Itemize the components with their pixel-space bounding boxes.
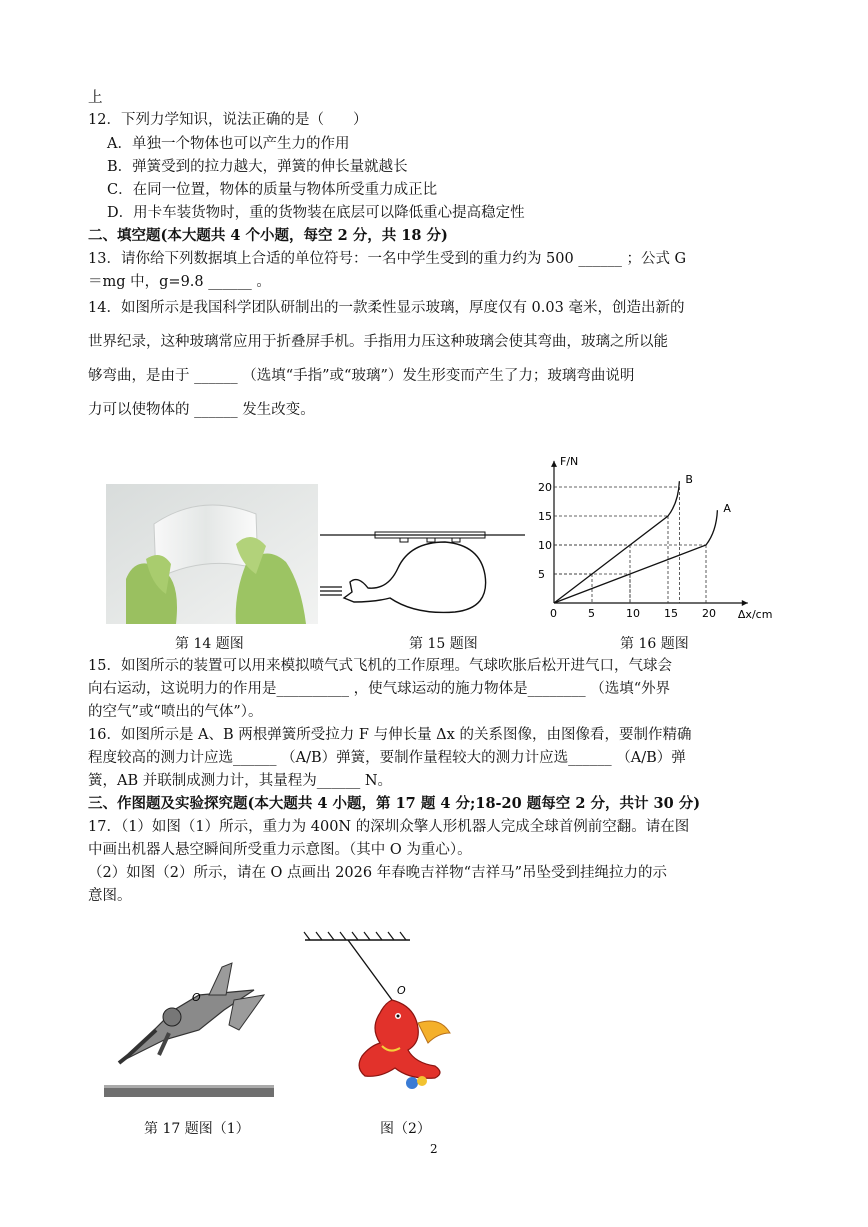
- option-d: D．用卡车装货物时，重的货物装在底层可以降低重心提高稳定性: [107, 205, 525, 221]
- series-line-B: [554, 481, 679, 603]
- x-axis-arrow: [742, 600, 748, 606]
- y-tick-label: 20: [538, 481, 552, 494]
- x-tick-label: 15: [664, 607, 678, 620]
- caption-fig17-1: 第 17 题图（1）: [144, 1121, 250, 1137]
- y-tick-label: 5: [538, 568, 545, 581]
- text-line: 上: [88, 90, 103, 106]
- question-15-line2: 向右运动，这说明力的作用是__________ ，使气球运动的施力物体是________ （选填“外界: [88, 681, 671, 697]
- question-17-line3: （2）如图（2）所示，请在 O 点画出 2026 年春晚吉祥物“吉祥马”吊坠受到挂绳拉力的示: [88, 865, 667, 881]
- question-16-line3: 簧，AB 并联制成测力计，其量程为______ N。: [88, 773, 393, 789]
- y-axis-label: F/N: [560, 454, 579, 468]
- y-tick-label: 10: [538, 539, 552, 552]
- origin-label: 0: [550, 607, 557, 620]
- question-16-line2: 程度较高的测力计应选______ （A/B）弹簧，要制作量程较大的测力计应选______ （A/B）弹: [88, 750, 686, 766]
- caption-fig14: 第 14 题图: [175, 636, 244, 652]
- robot-o-label: O: [192, 991, 201, 1004]
- question-14-line1: 14．如图所示是我国科学团队研制出的一款柔性显示玻璃，厚度仅有 0.03 毫米，创造出新的: [88, 300, 685, 316]
- figure-14-glass-photo: [106, 484, 318, 624]
- section-3-heading: 三、作图题及实验探究题(本大题共 4 小题，第 17 题 4 分;18-20 题每空 2 分，共计 30 分): [88, 795, 701, 812]
- x-tick-label: 10: [626, 607, 640, 620]
- question-13-line2: ＝mg 中，g=9.8 ______ 。: [88, 274, 271, 290]
- y-axis-arrow: [551, 461, 557, 467]
- series-label-B: B: [685, 473, 693, 487]
- caption-fig15: 第 15 题图: [409, 636, 478, 652]
- question-13-line1: 13．请你给下列数据填上合适的单位符号：一名中学生受到的重力约为 500 ______ ；公式 G: [88, 251, 687, 267]
- option-a: A．单独一个物体也可以产生力的作用: [107, 136, 350, 152]
- figure-15-balloon: [320, 520, 525, 620]
- series-line-A: [554, 510, 717, 603]
- caption-fig17-2: 图（2）: [380, 1121, 431, 1137]
- caption-fig16: 第 16 题图: [620, 636, 689, 652]
- question-14-line3: 够弯曲，是由于 ______ （选填“手指”或“玻璃”）发生形变而产生了力；玻璃弯曲说明: [88, 368, 635, 384]
- question-16-line1: 16．如图所示是 A、B 两根弹簧所受拉力 F 与伸长量 Δx 的关系图像，由图像看，要制作精确: [88, 727, 692, 743]
- question-17-line2: 中画出机器人悬空瞬间所受重力示意图。（其中 O 为重心）。: [88, 842, 472, 858]
- x-axis-label: Δx/cm: [737, 608, 773, 621]
- question-12: 12．下列力学知识，说法正确的是（ ）: [88, 112, 368, 128]
- y-tick-label: 15: [538, 510, 552, 523]
- option-b: B．弹簧受到的拉力越大，弹簧的伸长量就越长: [107, 159, 408, 175]
- question-14-line2: 世界纪录，这种玻璃常应用于折叠屏手机。手指用力压这种玻璃会使其弯曲，玻璃之所以能: [88, 334, 668, 350]
- x-tick-label: 20: [702, 607, 716, 620]
- series-label-A: A: [723, 502, 731, 516]
- figure-16-chart: [530, 440, 780, 625]
- page-number: 2: [430, 1142, 438, 1156]
- figure-17-1-robot: [104, 955, 274, 1100]
- option-c: C．在同一位置，物体的质量与物体所受重力成正比: [107, 182, 438, 198]
- question-17-line4: 意图。: [88, 888, 132, 904]
- question-15-line3: 的空气”或“喷出的气体”）。: [88, 704, 263, 720]
- figure-17-2-pendant: [300, 928, 470, 1098]
- pendant-o-label: O: [397, 984, 406, 997]
- question-14-line4: 力可以使物体的 ______ 发生改变。: [88, 402, 315, 418]
- question-15-line1: 15．如图所示的装置可以用来模拟喷气式飞机的工作原理。气球吹胀后松开进气口，气球会: [88, 658, 672, 674]
- question-17-line1: 17．（1）如图（1）所示，重力为 400N 的深圳众擎人形机器人完成全球首例前空翻。请在图: [88, 819, 690, 835]
- section-2-heading: 二、填空题(本大题共 4 个小题，每空 2 分，共 18 分): [88, 227, 448, 244]
- x-tick-label: 5: [588, 607, 595, 620]
